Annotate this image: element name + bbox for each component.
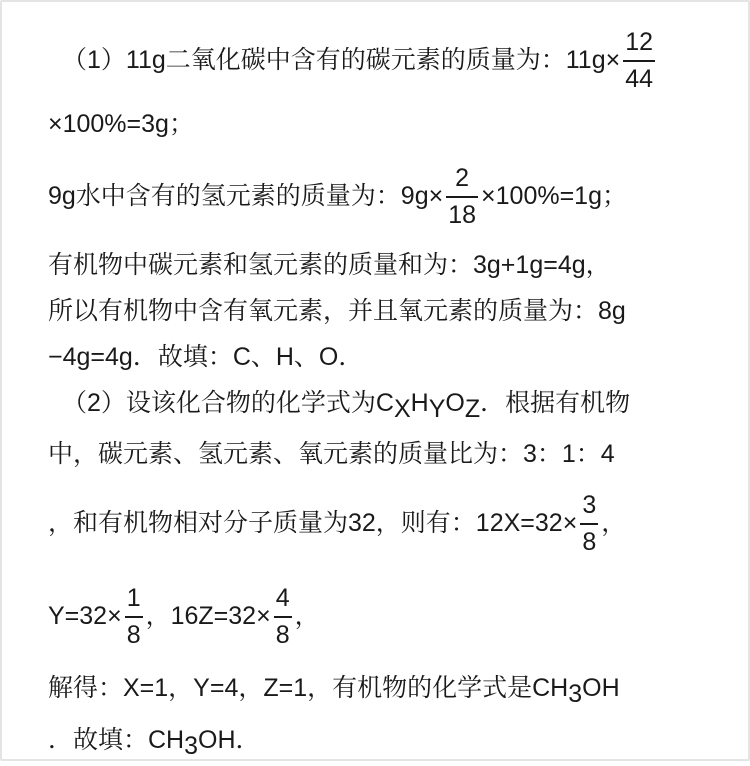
line-8-text: 中，碳元素、氢元素、氧元素的质量比为：3：1：4 [48,440,615,468]
fraction-denominator: 8 [582,527,597,556]
fraction-bar [580,523,598,525]
fraction-numerator: 2 [455,163,470,192]
line-2-text: ×100%=3g； [48,110,194,138]
solution-line-2 [48,104,194,144]
fraction-2-18 [446,163,478,230]
element-o: O [445,389,465,417]
solution-line-7 [62,383,630,423]
fraction-bar [623,60,655,62]
fraction-3-8 [580,490,598,557]
line-3-text: 9g水中含有的氢元素的质量为：9g× [48,182,444,210]
solution-line-5 [48,291,626,331]
subscript-z: Z [464,395,481,423]
fraction-denominator: 8 [126,620,141,649]
fraction-bar [125,616,143,618]
solution-line-4 [48,245,611,285]
line-7-tail: ．根据有机物 [480,389,631,417]
fraction-bar [274,616,292,618]
subscript-3: 3 [184,732,199,760]
line-5-text: 所以有机物中含有氧元素，并且氧元素的质量为：8g [48,297,626,325]
line-7-text: （2）设该化合物的化学式为C [62,389,394,417]
line-11-text: 解得：X=1，Y=4，Z=1，有机物的化学式是CH [48,674,569,702]
fraction-denominator: 44 [625,64,654,93]
element-h: H [410,389,429,417]
subscript-3: 3 [568,680,583,708]
fraction-numerator: 12 [625,27,654,56]
line-12-tail: OH． [198,726,261,754]
line-10-tail: ， [294,602,320,630]
fraction-4-8 [274,583,292,650]
fraction-12-44 [623,27,655,94]
solution-line-12 [48,720,261,760]
fraction-bar [446,196,478,198]
fraction-1-8 [125,583,143,650]
line-6-text: −4g=4g．故填：C、H、O． [48,343,364,371]
solution-line-3 [48,160,627,232]
solution-line-9 [48,487,626,559]
fraction-numerator: 4 [275,583,290,612]
solution-line-1 [62,29,658,91]
solution-line-8 [48,434,615,474]
line-1-text: （1）11g二氧化碳中含有的碳元素的质量为：11g× [62,46,621,74]
line-4-text: 有机物中碳元素和氢元素的质量和为：3g+1g=4g， [48,251,611,279]
line-9-text: ，和有机物相对分子质量为32，则有：12X=32× [48,509,578,537]
fraction-denominator: 8 [275,620,290,649]
fraction-denominator: 18 [448,200,477,229]
solution-line-6 [48,337,363,377]
subscript-y: Y [428,395,446,423]
fraction-numerator: 3 [582,490,597,519]
line-3-tail: ×100%=1g； [481,182,627,210]
subscript-x: X [393,395,411,423]
line-9-tail: ， [601,509,627,537]
line-10-text: Y=32× [48,602,122,630]
line-12-text: ．故填：CH [48,726,185,754]
line-10-mid: ，16Z=32× [145,602,271,630]
line-11-tail: OH [582,674,620,702]
solution-line-10 [48,580,320,652]
solution-line-11 [48,668,620,708]
fraction-numerator: 1 [126,583,141,612]
